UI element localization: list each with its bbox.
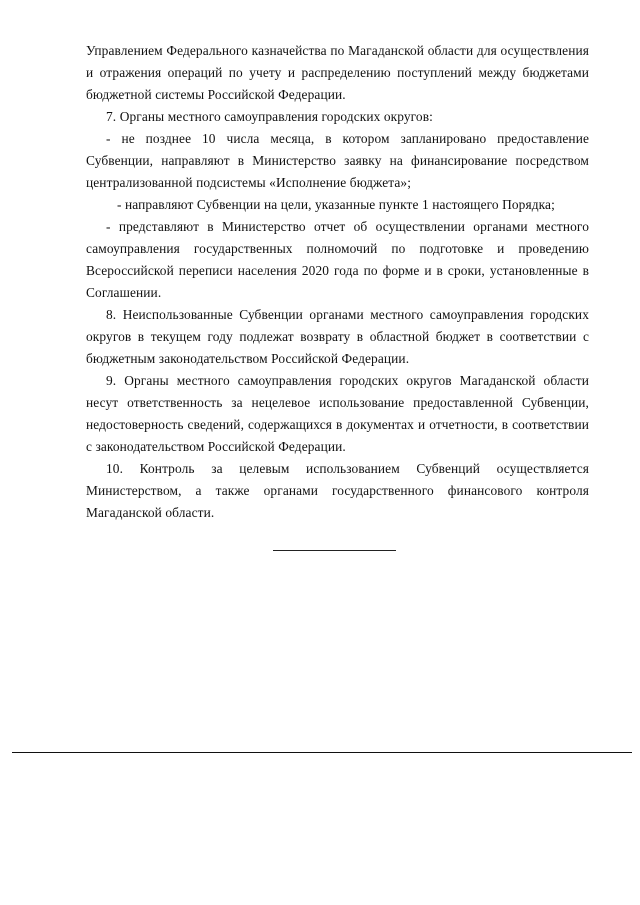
document-body bbox=[86, 40, 589, 524]
page-footer-rule bbox=[12, 752, 632, 753]
paragraph-item-8: 8. Неиспользованные Субвенции органами местного самоуправления городских округов в текущем году подлежат возврату в областной бюджет в соответствии с бюджетным законодательством Российской Федерации. bbox=[86, 307, 589, 366]
paragraph-item-7: 7. Органы местного самоуправления городских округов: bbox=[106, 109, 433, 124]
end-of-text-rule bbox=[273, 550, 396, 551]
paragraph-item-7-bullet-2: - направляют Субвенции на цели, указанные пункте 1 настоящего Порядка; bbox=[117, 197, 555, 212]
paragraph-item-7-bullet-1: - не позднее 10 числа месяца, в котором запланировано предоставление Субвенции, направляют в Министерство заявку на финансирование посредством централизованной подсистемы «Исполнение бюджета»; bbox=[86, 131, 589, 190]
paragraph-continuation: Управлением Федерального казначейства по Магаданской области для осуществления и отражения операций по учету и распределению поступлений между бюджетами бюджетной системы Российской Федерации. bbox=[86, 43, 589, 102]
paragraph-item-10: 10. Контроль за целевым использованием Субвенций осуществляется Министерством, а также органами государственного финансового контроля Магаданской области. bbox=[86, 461, 589, 520]
paragraph-item-9: 9. Органы местного самоуправления городских округов Магаданской области несут ответственность за нецелевое использование предоставленной Субвенции, недостоверность сведений, содержащихся в документах и отчетности, в соответствии с законодательством Российской Федерации. bbox=[86, 373, 589, 454]
paragraph-item-7-bullet-3: - представляют в Министерство отчет об осуществлении органами местного самоуправления государственных полномочий по подготовке и проведению Всероссийской переписи населения 2020 года по форме и в сроки, установленные в Соглашении. bbox=[86, 219, 589, 300]
